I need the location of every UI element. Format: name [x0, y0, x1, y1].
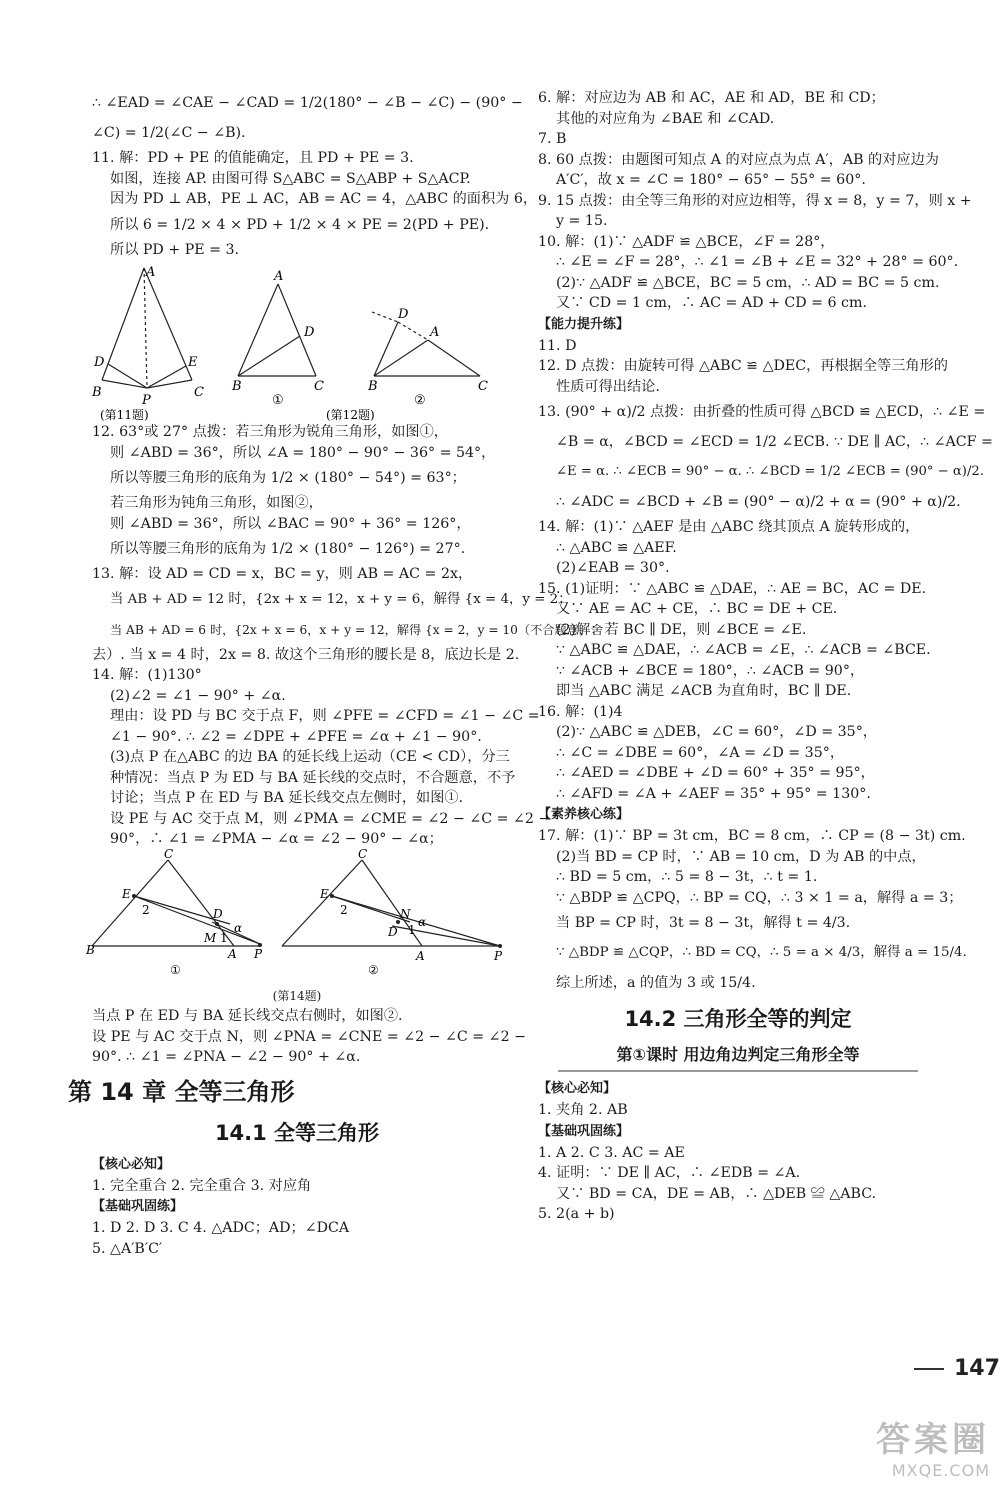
label-A: A: [146, 265, 156, 280]
text-line: ∴ ∠ADC = ∠BCD + ∠B = (90° − α)/2 + α = (90° + α)/2.: [556, 494, 961, 510]
section-heading: 【基础巩固练】: [538, 1123, 630, 1139]
answer-13-line: 去）. 当 x = 4 时，2x = 8. 故这个三角形的腰长是 8，底边长是 2.: [92, 646, 520, 663]
text-line: ∵ △ABC ≌ △DAE，∴ ∠ACB = ∠E，∴ ∠ACB = ∠BCE.: [556, 642, 931, 658]
text-line: 10. 解：(1)∵ △ADF ≌ △BCE，∠F = 28°，: [538, 233, 835, 250]
section-heading: 【能力提升练】: [538, 316, 630, 332]
figure-number: ②: [414, 393, 426, 408]
label-A: A: [228, 946, 237, 961]
figure-11: [102, 268, 192, 388]
text-line: ∴ ∠C = ∠DBE = 60°，∠A = ∠D = 35°，: [556, 744, 845, 761]
label-C: C: [164, 846, 174, 861]
figure-number: ①: [170, 962, 181, 977]
text-line: ∵ ∠ACB + ∠BCE = 180°，∴ ∠ACB = 90°，: [556, 662, 865, 679]
figure-12b: [372, 312, 480, 376]
text-line: 6. 解：对应边为 AB 和 AC，AE 和 AD，BE 和 CD；: [538, 90, 885, 106]
angle-2: 2: [340, 902, 348, 917]
text-line: ∵ △BDP ≌ △CPQ，∴ BP = CQ，∴ 3 × 1 = a，解得 a = 3；: [556, 889, 963, 906]
answer-12-line: 若三角形为钝角三角形，如图②，: [110, 495, 323, 511]
text-line: 其他的对应角为 ∠BAE 和 ∠CAD.: [556, 110, 775, 127]
label-B: B: [92, 385, 102, 400]
label-B: B: [232, 379, 242, 394]
text-line: ∴ ∠E = ∠F = 28°，∴ ∠1 = ∠B + ∠E = 32° + 28° = 60°.: [556, 254, 959, 270]
text-line: (2)∠EAB = 30°.: [556, 560, 670, 576]
answer-13-line: 13. 解：设 AD = CD = x，BC = y，则 AB = AC = 2x，: [92, 566, 473, 582]
answer-11-line: 11. 解：PD + PE 的值能确定，且 PD + PE = 3.: [92, 150, 414, 166]
text-line: ∴ ∠AED = ∠DBE + ∠D = 60° + 35° = 95°，: [556, 765, 875, 781]
answer-13-line: 当 AB + AD = 12 时，{2x + x = 12，x + y = 6，解得 {x = 4，y = 2；: [110, 591, 572, 607]
text-line: ∵ △BDP ≌ △CQP，∴ BD = CQ，∴ 5 = a × 4/3，解得 a = 15/4.: [556, 945, 967, 960]
label-C: C: [358, 846, 368, 861]
answer-11-line: 如图，连接 AP. 由图可得 S△ABC = S△ABP + S△ACP.: [110, 170, 471, 187]
chapter-title: 第 14 章 全等三角形: [68, 1077, 295, 1106]
text-line: 性质可得出结论.: [556, 378, 660, 395]
text-line: (2)∵ △ABC ≌ △DEB，∠C = 60°，∠D = 35°，: [556, 724, 877, 740]
text-line: (2)∵ △ADF ≌ △BCE，BC = 5 cm，∴ AD = BC = 5 cm.: [556, 274, 940, 291]
text-line: 即当 △ABC 满足 ∠ACB 为直角时，BC ∥ DE.: [556, 683, 852, 699]
text-line: 当 BP = CP 时，3t = 8 − 3t，解得 t = 4/3.: [556, 915, 851, 931]
figure-number: ②: [368, 962, 379, 977]
label-E: E: [188, 355, 198, 370]
label-P: P: [494, 948, 503, 963]
answer-14-line: 90°. ∴ ∠1 = ∠PNA − ∠2 − 90° + ∠α.: [92, 1049, 361, 1065]
section-heading: 【核心必知】: [538, 1081, 617, 1096]
text-line: 1. D 2. D 3. C 4. △ADC；AD；∠DCA: [92, 1220, 350, 1236]
text-line: A′C′，故 x = ∠C = 180° − 65° − 55° = 60°.: [556, 172, 866, 188]
figure-11-12-svg: [92, 262, 502, 420]
text-line: 14. 解：(1)∵ △AEF 是由 △ABC 绕其顶点 A 旋转形成的，: [538, 519, 920, 535]
page-number: [914, 1352, 1000, 1386]
answer-12-line: 所以等腰三角形的底角为 1/2 × (180° − 126°) = 27°.: [110, 541, 466, 557]
answer-14-line: 90°，∴ ∠1 = ∠PMA − ∠α = ∠2 − 90° − ∠α；: [110, 831, 443, 847]
label-C: C: [478, 379, 488, 394]
figure-14-svg: [86, 846, 503, 984]
text-line: 1. 完全重合 2. 完全重合 3. 对应角: [92, 1177, 312, 1194]
label-D: D: [304, 325, 315, 340]
figure-caption: (第14题): [272, 988, 322, 1003]
text-line: 又∵ AE = AC + CE，∴ BC = DE + CE.: [556, 601, 838, 617]
label-A: A: [430, 325, 440, 340]
label-P: P: [142, 393, 151, 408]
answer-11-line: 因为 PD ⊥ AB，PE ⊥ AC，AB = AC = 4，△ABC 的面积为 6，: [110, 191, 538, 207]
angle-1: 1: [220, 930, 228, 945]
answer-12-line: 12. 63°或 27° 点拨：若三角形为锐角三角形，如图①，: [92, 424, 448, 440]
label-N: N: [400, 906, 411, 921]
section-heading: 【基础巩固练】: [92, 1199, 184, 1214]
label-B: B: [368, 379, 378, 394]
figure-caption: (第12题): [326, 408, 375, 422]
answer-13-line: 当 AB + AD = 6 时，{2x + x = 6，x + y = 12，解得 {x = 2，y = 10（不合题意，舍: [110, 622, 604, 637]
label-B: B: [86, 942, 95, 957]
answer-12-line: 则 ∠ABD = 36°，所以 ∠A = 180° − 90° − 36° = 54°，: [110, 444, 496, 461]
figure-14: [86, 846, 503, 984]
section-title: 14.1 全等三角形: [214, 1120, 380, 1145]
label-E: E: [320, 886, 329, 901]
page-number-dash: [914, 1368, 944, 1370]
text-line: 13. (90° + α)/2 点拨：由折叠的性质可得 △BCD ≌ △ECD，∴ ∠E =: [538, 404, 986, 420]
answer-11-line: 所以 PD + PE = 3.: [110, 241, 240, 258]
answer-14-line: ∠1 − 90°. ∴ ∠2 = ∠DPE + ∠PFE = ∠α + ∠1 − 90°.: [110, 728, 482, 745]
text-line: 9. 15 点拨：由全等三角形的对应边相等，得 x = 8，y = 7，则 x +: [538, 192, 972, 209]
figure-number: ①: [272, 393, 284, 408]
answer-14-line: 理由：设 PD 与 BC 交于点 F，则 ∠PFE = ∠CFD = ∠1 − ∠C =: [110, 708, 540, 724]
text-line: 15. (1)证明：∵ △ABC ≌ △DAE，∴ AE = BC，AC = DE.: [538, 580, 927, 597]
text-line: 17. 解：(1)∵ BP = 3t cm，BC = 8 cm，∴ CP = (8 − 3t) cm.: [538, 828, 966, 844]
text-line: ∴ △ABC ≌ △AEF.: [556, 539, 677, 556]
answer-14-line: (2)∠2 = ∠1 − 90° + ∠α.: [110, 687, 286, 704]
text-line: 4. 证明：∵ DE ∥ AC，∴ ∠EDB = ∠A.: [538, 1165, 801, 1181]
page-number-text: 147: [954, 1356, 1000, 1381]
right-column: [538, 88, 993, 1225]
text-line: 1. A 2. C 3. AC = AE: [538, 1144, 685, 1161]
text-line: 7. B: [538, 131, 567, 147]
watermark-logo: [800, 1420, 990, 1488]
text-line: 11. D: [538, 337, 577, 354]
label-D: D: [398, 307, 409, 322]
answer-14-line: 种情况：当点 P 为 ED 与 BA 延长线的交点时，不合题意，不予: [110, 769, 516, 786]
label-M: M: [204, 930, 217, 945]
watermark-title: 答案圈: [876, 1420, 990, 1460]
lesson-title: 第①课时 用边角边判定三角形全等: [558, 1040, 918, 1072]
answer-11-line: 所以 6 = 1/2 × 4 × PD + 1/2 × 4 × PE = 2(PD + PE).: [110, 216, 490, 233]
text-line: y = 15.: [556, 213, 608, 229]
text-line: 又∵ BD = CA，DE = AB，∴ △DEB ≌ △ABC.: [556, 1185, 877, 1202]
label-E: E: [122, 886, 131, 901]
label-D: D: [94, 355, 105, 370]
answer-14-line: 设 PE 与 AC 交于点 M，则 ∠PMA = ∠CME = ∠2 − ∠C = ∠2 −: [110, 810, 551, 827]
figure-caption: (第11题): [100, 408, 149, 422]
answer-14-line: 讨论；当点 P 在 ED 与 BA 延长线交点左侧时，如图①.: [110, 790, 464, 806]
text-line: 5. △A′B′C′: [92, 1240, 163, 1257]
answer-12-line: 则 ∠ABD = 36°，所以 ∠BAC = 90° + 36° = 126°，: [110, 515, 471, 532]
text-line: 1. 夹角 2. AB: [538, 1102, 628, 1118]
text-line: 5. 2(a + b): [538, 1206, 615, 1222]
section-heading: 【核心必知】: [92, 1156, 171, 1172]
text-line: ∴ ∠AFD = ∠A + ∠AEF = 35° + 95° = 130°.: [556, 785, 871, 802]
text-line: ∠E = α. ∴ ∠ECB = 90° − α. ∴ ∠BCD = 1/2 ∠ECB = (90° − α)/2.: [556, 464, 984, 479]
label-C: C: [194, 385, 204, 400]
answer-14-line: 当点 P 在 ED 与 BA 延长线交点右侧时，如图②.: [92, 1008, 403, 1024]
angle-alpha: α: [234, 920, 243, 935]
answer-14-line: (3)点 P 在△ABC 的边 BA 的延长线上运动（CE < CD），分三: [110, 749, 510, 765]
answer-14-line: 设 PE 与 AC 交于点 N，则 ∠PNA = ∠CNE = ∠2 − ∠C = ∠2 −: [92, 1028, 526, 1045]
label-C: C: [314, 379, 324, 394]
angle-1: 1: [408, 922, 416, 937]
label-D: D: [388, 924, 398, 939]
angle-2: 2: [142, 902, 150, 917]
text-line: ∴ ∠EAD = ∠CAE − ∠CAD = 1/2(180° − ∠B − ∠C) − (90° −: [92, 95, 523, 111]
label-A: A: [416, 948, 425, 963]
answer-14-line: 14. 解：(1)130°: [92, 667, 202, 683]
section-heading: 【素养核心练】: [538, 807, 630, 822]
text-line: 12. D 点拨：由旋转可得 △ABC ≌ △DEC，再根据全等三角形的: [538, 358, 948, 374]
text-line: 又∵ CD = 1 cm，∴ AC = AD + CD = 6 cm.: [556, 295, 867, 311]
angle-alpha: α: [418, 914, 427, 929]
text-line: 综上所述，a 的值为 3 或 15/4.: [556, 975, 756, 991]
text-line: ∴ BD = 5 cm，∴ 5 = 8 − 3t，∴ t = 1.: [556, 869, 818, 885]
figures-11-12: [92, 262, 502, 420]
text-line: (2)解：若 BC ∥ DE，则 ∠BCE = ∠E.: [556, 621, 807, 638]
text-line: ∠C) = 1/2(∠C − ∠B).: [92, 125, 246, 141]
text-line: (2)当 BD = CP 时，∵ AB = 10 cm，D 为 AB 的中点，: [556, 848, 926, 865]
answer-12-line: 所以等腰三角形的底角为 1/2 × (180° − 54°) = 63°；: [110, 470, 466, 486]
label-A: A: [274, 269, 284, 284]
label-D: D: [213, 906, 223, 921]
text-line: 8. 60 点拨：由题图可知点 A 的对应点为点 A′，AB 的对应边为: [538, 151, 939, 168]
watermark-url: MXQE.COM: [891, 1461, 990, 1480]
text-line: 16. 解：(1)4: [538, 703, 623, 720]
section-title: 14.2 三角形全等的判定: [624, 1007, 852, 1031]
label-P: P: [254, 946, 263, 961]
text-line: ∠B = α，∠BCD = ∠ECD = 1/2 ∠ECB. ∵ DE ∥ AC，∴ ∠ACF =: [556, 434, 993, 450]
